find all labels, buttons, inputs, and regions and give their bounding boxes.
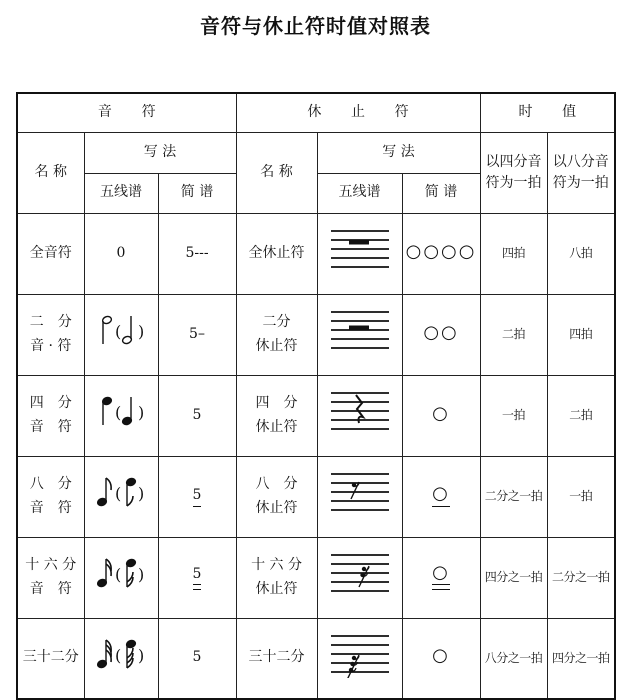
note-jianpu (158, 618, 236, 699)
beat-eighth-based: 四拍 (547, 294, 615, 375)
beat-eighth-based: 二拍 (547, 375, 615, 456)
jianpu-symbol (432, 563, 450, 593)
note-staff (84, 375, 158, 456)
jianpu-text: ○ (432, 483, 450, 505)
svg-text:): ) (138, 484, 145, 504)
note-name (17, 537, 84, 618)
header-duration: 时 值 (480, 93, 615, 132)
header-rest-writing: 写 法 (317, 132, 480, 173)
beat-eighth-based: 二分之一拍 (547, 537, 615, 618)
name-line: 音 符 (29, 499, 72, 516)
note-name (17, 456, 84, 537)
jianpu-symbol (406, 242, 477, 262)
name-line: 音 · 符 (30, 337, 72, 354)
header-rest-jianpu: 简 谱 (402, 173, 480, 213)
note-name (17, 294, 84, 375)
rest-jianpu (402, 375, 480, 456)
beat-quarter-based: 二拍 (480, 294, 547, 375)
name-line: 休止符 (255, 580, 298, 597)
note-jianpu (158, 294, 236, 375)
rest-name (236, 537, 317, 618)
underline-mark (432, 584, 450, 587)
jianpu-text: ○ (432, 561, 450, 583)
note-glyph (102, 315, 113, 344)
note-rest-duration-table (16, 92, 616, 700)
beat-quarter-based: 八分之一拍 (480, 618, 547, 699)
note-glyph (97, 478, 112, 507)
note-glyph (122, 316, 133, 345)
name-line: 休止符 (255, 499, 298, 516)
jianpu-text: ○○○○ (405, 240, 477, 262)
svg-text:(: ( (115, 645, 122, 665)
jianpu-text: ○ (432, 402, 450, 424)
rest-staff (317, 375, 402, 456)
table-row (17, 375, 615, 456)
note-name (17, 213, 84, 294)
underline-mark (193, 584, 202, 587)
note-jianpu (158, 375, 236, 456)
name-line: 四 分 (255, 394, 298, 411)
rest-jianpu (402, 537, 480, 618)
note-glyph (102, 396, 113, 425)
note-jianpu (158, 213, 236, 294)
svg-text:(: ( (115, 484, 122, 504)
staff-rest-icon (329, 468, 391, 516)
jianpu-symbol (432, 484, 450, 509)
rest-jianpu (402, 213, 480, 294)
staff-note-icon (93, 310, 149, 350)
note-staff (84, 537, 158, 618)
svg-text:): ) (138, 645, 145, 665)
beat-quarter-based: 四分之一拍 (480, 537, 547, 618)
note-staff (84, 456, 158, 537)
name-line: 十 六 分 (251, 556, 302, 573)
beat-quarter-based: 二分之一拍 (480, 456, 547, 537)
name-line: 二 分 (29, 313, 72, 330)
table-row (17, 537, 615, 618)
underline-mark (432, 589, 450, 592)
rest-staff (317, 618, 402, 699)
note-glyph (126, 477, 137, 506)
jianpu-symbol (193, 650, 202, 665)
svg-text:): ) (138, 403, 145, 423)
note-glyph (122, 397, 133, 426)
jianpu-symbol (193, 488, 202, 508)
jianpu-text: 5 (192, 487, 202, 504)
rest-name (236, 213, 317, 294)
rest-jianpu (402, 456, 480, 537)
jianpu-text: ○ (432, 645, 450, 667)
name-line: 音 符 (29, 418, 72, 435)
header-rest-staff: 五线谱 (317, 173, 402, 213)
jianpu-text: ○○ (423, 321, 459, 343)
beat-eighth-based: 四分之一拍 (547, 618, 615, 699)
rest-jianpu (402, 618, 480, 699)
table-row (17, 213, 615, 294)
rest-staff (317, 213, 402, 294)
note-glyph (126, 639, 137, 668)
rest-name (236, 618, 317, 699)
beat-quarter-based: 一拍 (480, 375, 547, 456)
name-line: 十 六 分 (25, 556, 77, 573)
header-note-jianpu: 简 谱 (158, 173, 236, 213)
svg-text:): ) (138, 565, 145, 585)
name-line: 全休止符 (248, 244, 305, 261)
name-line: 休止符 (255, 418, 298, 435)
name-line: 八 分 (255, 475, 298, 492)
svg-text:(: ( (115, 322, 122, 342)
header-quarter-beat: 以四分音符为一拍 (480, 132, 547, 213)
note-glyph (97, 559, 112, 588)
jianpu-symbol (189, 327, 205, 342)
note-glyph (97, 640, 112, 669)
note-jianpu (158, 537, 236, 618)
header-note-name: 名 称 (17, 132, 84, 213)
rest-name (236, 294, 317, 375)
name-line: 二分 (262, 313, 291, 330)
jianpu-text: 5 (192, 649, 202, 666)
jianpu-symbol (432, 404, 450, 424)
svg-text:(: ( (115, 403, 122, 423)
note-jianpu (158, 456, 236, 537)
underline-mark (193, 506, 202, 509)
header-note-staff: 五线谱 (84, 173, 158, 213)
rest-staff (317, 456, 402, 537)
rest-name (236, 375, 317, 456)
note-name (17, 375, 84, 456)
jianpu-symbol (193, 567, 202, 592)
table-row (17, 618, 615, 699)
name-line: 三十二分 (22, 649, 79, 666)
note-staff (84, 618, 158, 699)
beat-quarter-based: 四拍 (480, 213, 547, 294)
underline-mark (193, 589, 202, 592)
jianpu-text: 5– (189, 325, 205, 342)
jianpu-symbol (432, 646, 450, 666)
note-glyph (126, 558, 137, 587)
header-note: 音 符 (17, 93, 236, 132)
header-rest-name: 名 称 (236, 132, 317, 213)
name-line: 八 分 (29, 475, 72, 492)
table-row (17, 294, 615, 375)
header-note-writing: 写 法 (84, 132, 236, 173)
jianpu-text: 5--- (185, 244, 209, 261)
underline-mark (432, 506, 450, 509)
staff-rest-icon (329, 549, 391, 597)
name-line: 全音符 (29, 244, 72, 261)
svg-text:(: ( (115, 565, 122, 585)
beat-eighth-based: 八拍 (547, 213, 615, 294)
jianpu-text: 5 (192, 406, 202, 423)
jianpu-symbol (193, 408, 202, 423)
staff-note-icon (93, 553, 149, 593)
name-line: 音 符 (29, 580, 72, 597)
jianpu-symbol (185, 246, 208, 261)
name-line: 三十二分 (248, 649, 305, 666)
rest-staff (317, 294, 402, 375)
note-name (17, 618, 84, 699)
name-line: 休止符 (255, 337, 298, 354)
beat-eighth-based: 一拍 (547, 456, 615, 537)
name-line: 四 分 (29, 394, 72, 411)
svg-text:): ) (138, 322, 145, 342)
staff-rest-icon (329, 387, 391, 435)
note-staff (84, 213, 158, 294)
staff-note-icon (93, 391, 149, 431)
jianpu-text: 5 (192, 565, 202, 582)
page-title: 音符与休止符时值对照表 (200, 14, 431, 38)
rest-staff (317, 537, 402, 618)
note-staff (84, 294, 158, 375)
note-staff-text: 0 (116, 244, 126, 261)
staff-rest-icon (329, 630, 391, 678)
staff-rest-icon (329, 306, 391, 354)
table-row (17, 456, 615, 537)
jianpu-symbol (423, 323, 458, 343)
staff-note-icon (93, 634, 149, 674)
header-rest: 休 止 符 (236, 93, 480, 132)
header-eighth-beat: 以八分音符为一拍 (547, 132, 615, 213)
staff-note-icon (93, 472, 149, 512)
staff-rest-icon (329, 225, 391, 273)
rest-name (236, 456, 317, 537)
rest-jianpu (402, 294, 480, 375)
